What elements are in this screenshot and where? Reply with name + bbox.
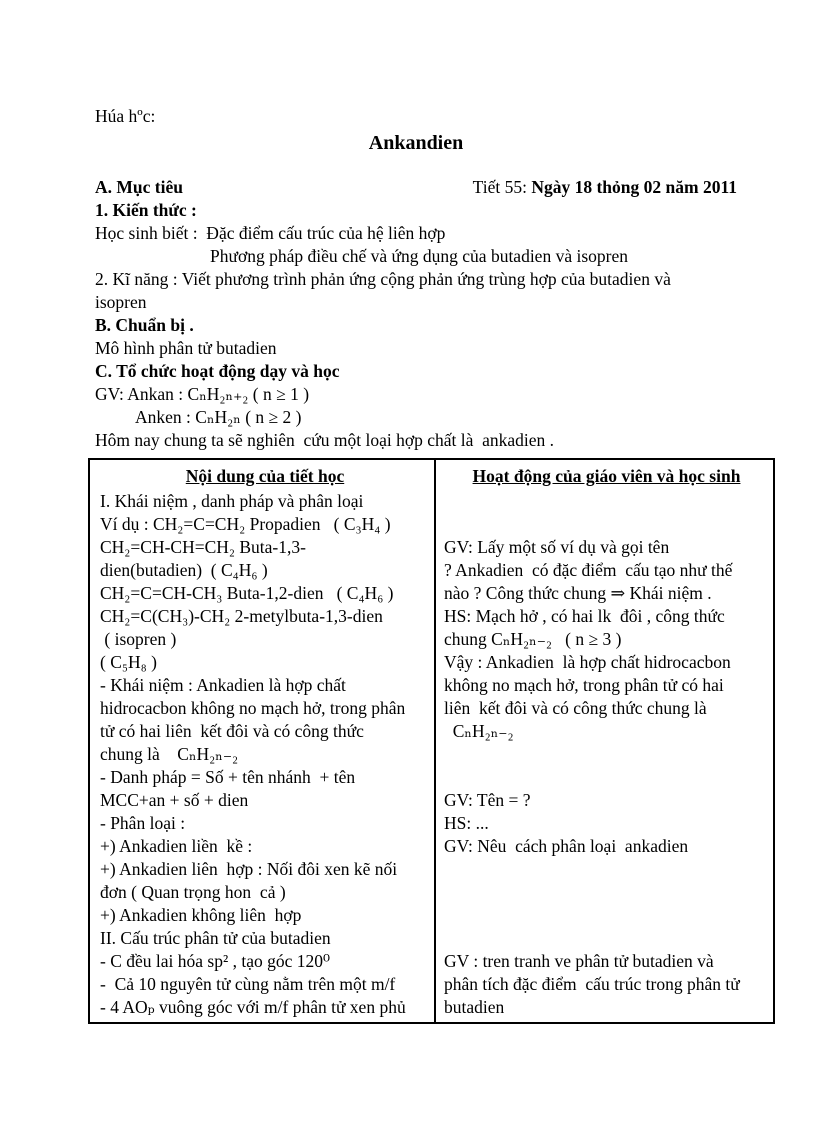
table-left-line: CH₂=CH-CH=CH₂ Buta-1,3-	[100, 537, 306, 557]
table-right-line: ? Ankadien có đặc điểm cấu tạo như thế	[444, 560, 733, 580]
table-right-line: butadien	[444, 997, 505, 1017]
table-right-line: nào ? Công thức chung ⇒ Khái niệm .	[444, 583, 712, 603]
table-left-line: hidrocacbon không no mạch hở, trong phân	[100, 698, 406, 718]
heading-to-chuc: C. Tổ chức hoạt động dạy và học	[95, 361, 340, 381]
table-left-header: Nội dung của tiết học	[185, 466, 345, 486]
table-right-line: CₙH₂ₙ₋₂	[444, 721, 514, 741]
line-gv-ankan: GV: Ankan : CₙH₂ₙ₊₂ ( n ≥ 1 )	[95, 384, 310, 404]
page-title: Ankandien	[368, 132, 464, 154]
table-right-line: phân tích đặc điểm cấu trúc trong phân tử	[444, 974, 740, 994]
table-right-line: GV: Tên = ?	[444, 790, 531, 810]
table-left-line: - Cả 10 nguyên tử cùng nằm trên một m/f	[100, 974, 396, 994]
table-right-line: GV : tren tranh ve phân tử butadien và	[444, 951, 714, 971]
table-left-line: - Phân loại :	[100, 813, 186, 833]
table-right-line: liên kết đôi và có công thức chung là	[444, 698, 707, 718]
table-left-line: ( C₅H₈ )	[100, 652, 157, 672]
table-left-line: - Danh pháp = Số + tên nhánh + tên	[100, 767, 356, 787]
line-hom-nay: Hôm nay chung ta sẽ nghiên cứu một loại hợp chất là ankadien .	[95, 430, 555, 450]
table-right-line: chung CₙH₂ₙ₋₂ ( n ≥ 3 )	[444, 629, 622, 649]
table-right-header: Hoạt động của giáo viên và học sinh	[472, 466, 741, 486]
table-left-line: Ví dụ : CH₂=C=CH₂ Propadien ( C₃H₄ )	[100, 514, 391, 534]
table-right-line	[444, 858, 769, 881]
table-right-line: HS: ...	[444, 813, 489, 833]
line-ki-nang: 2. Kĩ năng : Viết phương trình phản ứng cộng phản ứng trùng hợp của butadien và	[95, 269, 671, 289]
table-left-line: MCC+an + số + dien	[100, 790, 249, 810]
table-right-line	[444, 513, 769, 536]
line-anken: Anken : CₙH₂ₙ ( n ≥ 2 )	[135, 407, 302, 427]
table-left-line: +) Ankadien liền kề :	[100, 836, 253, 856]
lesson-info-row	[95, 176, 737, 199]
table-left-line: chung là CₙH₂ₙ₋₂	[100, 744, 239, 764]
table-left-line: II. Cấu trúc phân tử của butadien	[100, 928, 331, 948]
table-left-line: CH₂=C(CH₃)-CH₂ 2-metylbuta-1,3-dien	[100, 606, 383, 626]
line-ki-nang-cont: isopren	[95, 292, 147, 312]
table-left-line: - 4 AOₚ vuông góc với m/f phân tử xen phủ	[100, 997, 406, 1017]
lesson-number: Tiết 55:	[472, 177, 532, 197]
table-left-line: dien(butadien) ( C₄H₆ )	[100, 560, 268, 580]
lesson-table	[88, 458, 775, 1024]
table-right-line: GV: Lấy một số ví dụ và gọi tên	[444, 537, 670, 557]
table-right-line: GV: Nêu cách phân loại ankadien	[444, 836, 689, 856]
table-right-line	[444, 881, 769, 904]
table-right-line	[444, 766, 769, 789]
line-hoc-sinh-biet: Học sinh biết : Đặc điểm cấu trúc của hệ liên hợp	[95, 223, 446, 243]
lesson-meta	[473, 176, 737, 199]
heading-chuan-bi: B. Chuẩn bị .	[95, 315, 194, 335]
heading-kien-thuc: 1. Kiến thức :	[95, 200, 197, 220]
table-right-line	[444, 904, 769, 927]
table-column-content	[90, 460, 436, 1022]
table-right-line: Vậy : Ankadien là hợp chất hidrocacbon	[444, 652, 731, 672]
table-right-line	[444, 743, 769, 766]
subject-label: Húa hºc:	[95, 106, 156, 126]
table-column-activities	[436, 460, 773, 1022]
table-left-line: +) Ankadien không liên hợp	[100, 905, 302, 925]
line-phuong-phap: Phương pháp điều chế và ứng dụng của butadien và isopren	[210, 246, 628, 266]
table-right-line	[444, 490, 769, 513]
table-left-line: đơn ( Quan trọng hon cả )	[100, 882, 286, 902]
heading-muc-tieu: A. Mục tiêu	[95, 177, 183, 197]
table-left-line: I. Khái niệm , danh pháp và phân loại	[100, 491, 364, 511]
table-left-line: CH₂=C=CH-CH₃ Buta-1,2-dien ( C₄H₆ )	[100, 583, 394, 603]
table-right-line: không no mạch hở, trong phân tử có hai	[444, 675, 724, 695]
table-left-line: tử có hai liên kết đôi và có công thức	[100, 721, 364, 741]
table-left-line: ( isopren )	[100, 629, 177, 649]
lesson-date: Ngày 18 thỏng 02 năm 2011	[531, 177, 737, 197]
line-mo-hinh: Mô hình phân tử butadien	[95, 338, 277, 358]
table-left-line: +) Ankadien liên hợp : Nối đôi xen kẽ nối	[100, 859, 398, 879]
table-left-line: - C đều lai hóa sp² , tạo góc 120⁰	[100, 951, 330, 971]
table-right-line	[444, 927, 769, 950]
table-right-line: HS: Mạch hở , có hai lk đôi , công thức	[444, 606, 725, 626]
table-left-line: - Khái niệm : Ankadien là hợp chất	[100, 675, 346, 695]
